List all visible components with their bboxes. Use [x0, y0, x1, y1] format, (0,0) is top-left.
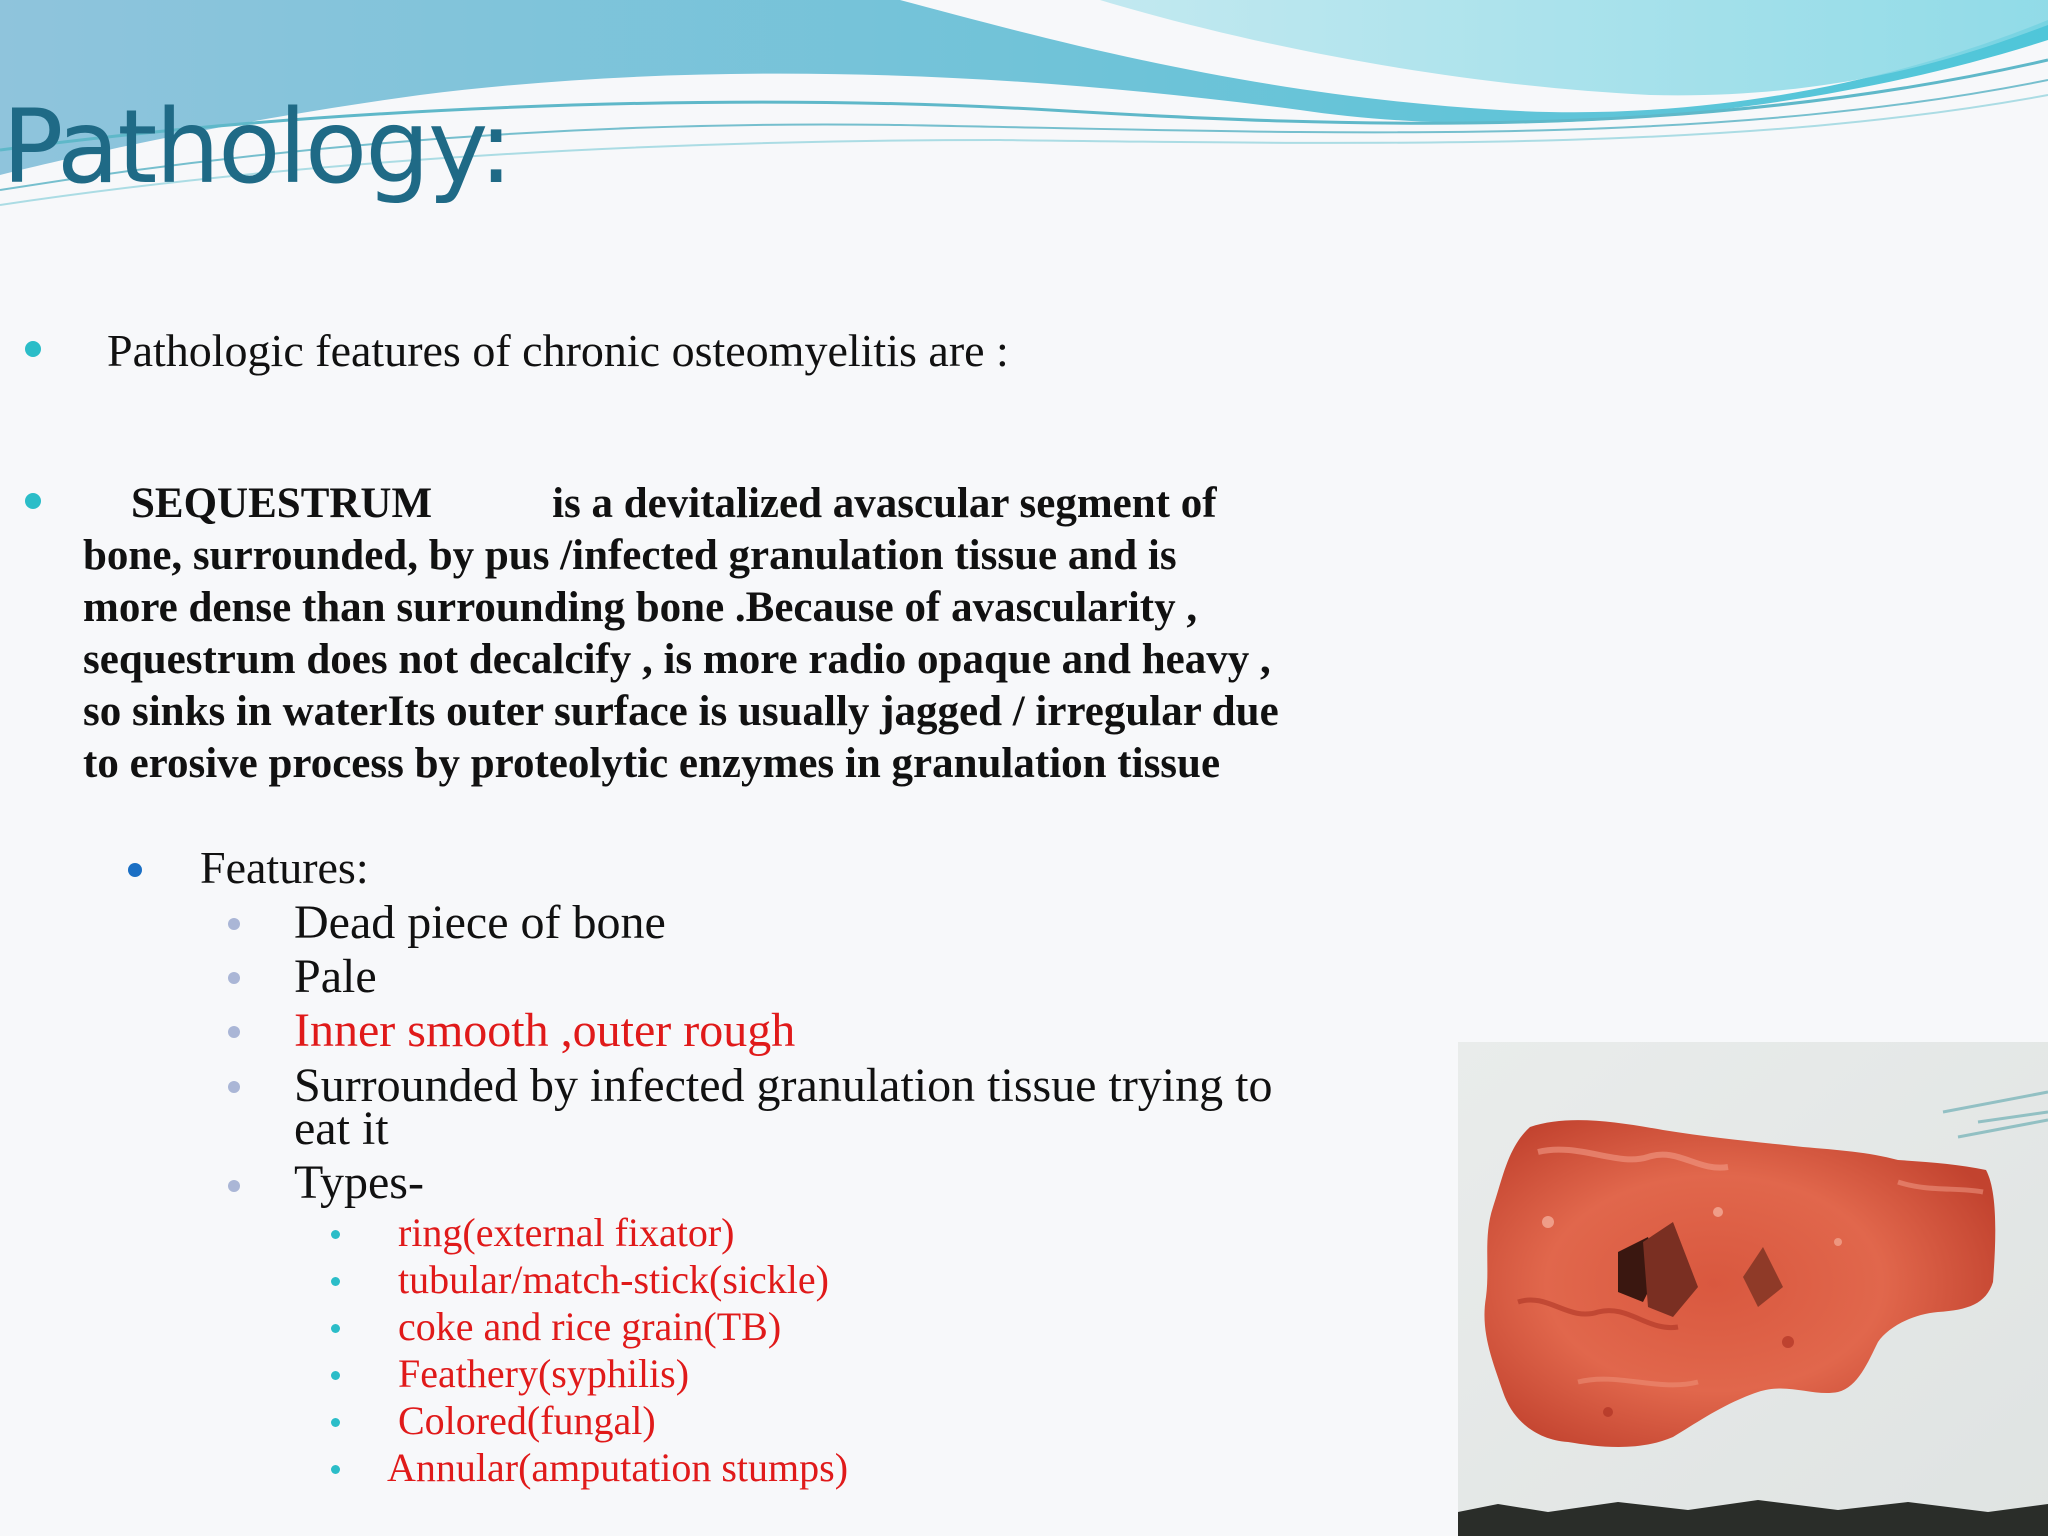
type-bullet-icon — [331, 1230, 340, 1239]
feature-item-surrounded-continued: eat it — [294, 1102, 389, 1155]
sequestrum-bullet-icon — [25, 493, 41, 509]
type-bullet-icon — [331, 1371, 340, 1380]
feature-item-pale: Pale — [294, 950, 377, 1003]
feature-item-surrounded: Surrounded by infected granulation tissue trying to — [294, 1059, 1273, 1112]
type-item-tubular: tubular/match-stick(sickle) — [398, 1257, 829, 1302]
features-bullet-icon — [128, 863, 142, 877]
feature-item-inner-smooth: Inner smooth ,outer rough — [294, 1004, 796, 1057]
intro-bullet-icon — [25, 341, 41, 357]
type-item-colored: Colored(fungal) — [398, 1398, 656, 1443]
type-bullet-icon — [331, 1465, 340, 1474]
type-bullet-icon — [331, 1418, 340, 1427]
type-item-annular: Annular(amputation stumps) — [387, 1445, 849, 1490]
type-item-ring: ring(external fixator) — [398, 1210, 735, 1255]
feature-bullet-icon — [228, 1081, 240, 1093]
feature-bullet-icon — [228, 972, 240, 984]
slide-title: Pathology: — [2, 88, 512, 207]
sequestrum-line: bone, surrounded, by pus /infected granulation tissue and is — [83, 532, 1177, 579]
bone-specimen-image — [1458, 1042, 2048, 1536]
feature-bullet-icon — [228, 1026, 240, 1038]
type-bullet-icon — [331, 1324, 340, 1333]
type-item-feathery: Feathery(syphilis) — [398, 1351, 690, 1396]
sequestrum-line: sequestrum does not decalcify , is more radio opaque and heavy , — [83, 636, 1271, 683]
sequestrum-line: so sinks in waterIts outer surface is usually jagged / irregular due — [83, 688, 1279, 735]
intro-text: Pathologic features of chronic osteomyelitis are : — [107, 325, 1009, 376]
feature-bullet-icon — [228, 1180, 240, 1192]
type-bullet-icon — [331, 1277, 340, 1286]
sequestrum-paragraph — [83, 478, 1443, 790]
sequestrum-line: to erosive process by proteolytic enzymes in granulation tissue — [83, 740, 1221, 787]
sequestrum-first-line — [83, 478, 1443, 530]
feature-bullet-icon — [228, 918, 240, 930]
feature-item-dead-bone: Dead piece of bone — [294, 896, 666, 949]
sequestrum-line: more dense than surrounding bone .Because of avascularity , — [83, 584, 1198, 631]
features-label: Features: — [200, 842, 369, 893]
feature-item-types: Types- — [294, 1156, 424, 1209]
sequestrum-term: SEQUESTRUM — [131, 480, 433, 527]
type-item-coke-rice: coke and rice grain(TB) — [398, 1304, 782, 1349]
sequestrum-first-line-rest: is a devitalized avascular segment of — [552, 480, 1217, 527]
